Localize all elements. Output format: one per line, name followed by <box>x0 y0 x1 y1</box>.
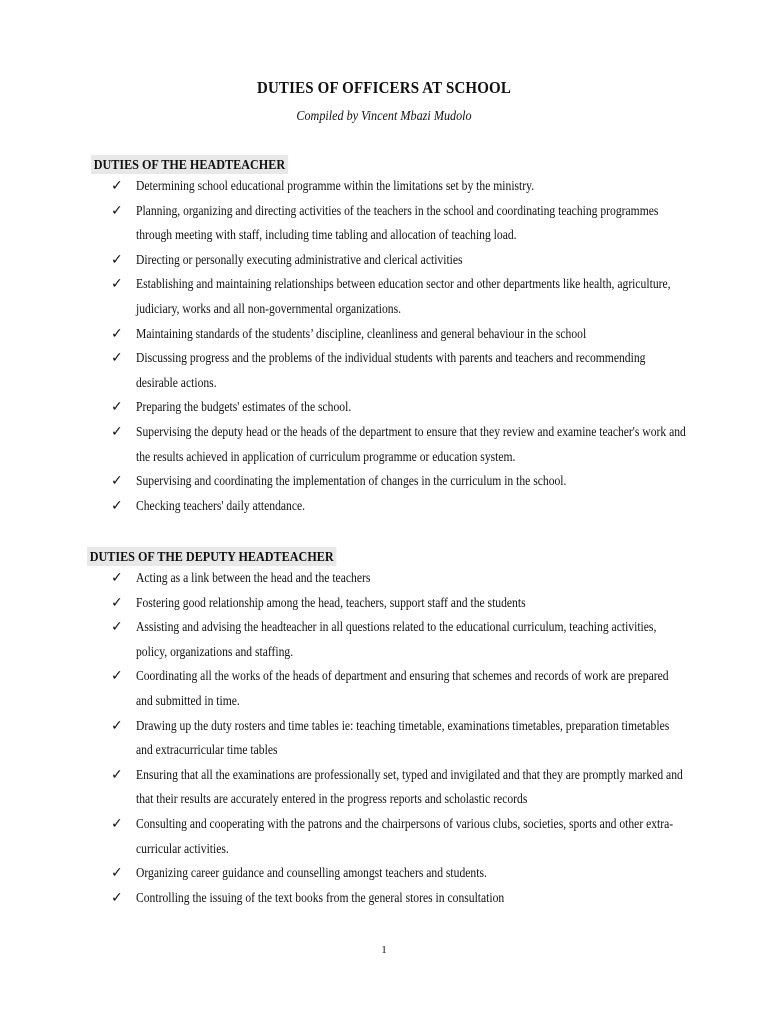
checkmark-icon: ✓ <box>111 865 123 882</box>
list-item-text: Fostering good relationship among the head, teachers, support staff and the students <box>136 594 526 610</box>
checkmark-icon: ✓ <box>111 423 123 440</box>
checkmark-icon: ✓ <box>111 594 123 611</box>
list-item <box>0 763 768 812</box>
list-item <box>0 664 768 713</box>
list-item <box>0 861 768 886</box>
deputy-headteacher-section <box>0 547 768 910</box>
list-item-text: Coordinating all the works of the heads of department and ensuring that schemes and records of work are prepared and submitted in time. <box>136 668 669 708</box>
list-item <box>0 322 768 347</box>
list-item <box>0 346 768 395</box>
list-item-text: Discussing progress and the problems of the individual students with parents and teachers and recommending desirable actions. <box>136 350 646 390</box>
list-item <box>0 469 768 494</box>
checkmark-icon: ✓ <box>111 889 123 906</box>
list-item-text: Controlling the issuing of the text books from the general stores in consultation <box>136 889 505 905</box>
list-item-text: Drawing up the duty rosters and time tables ie: teaching timetable, examinations timetables, preparation timetables and extracurricular time tables <box>136 717 670 758</box>
checkmark-icon: ✓ <box>111 668 123 685</box>
duties-list <box>0 174 768 518</box>
list-item <box>0 174 768 199</box>
checkmark-icon: ✓ <box>111 251 123 268</box>
list-item <box>0 812 768 861</box>
list-item <box>0 494 768 519</box>
duties-list <box>0 566 768 910</box>
headteacher-section <box>0 155 768 518</box>
list-item-text: Directing or personally executing administrative and clerical activities <box>136 251 463 267</box>
checkmark-icon: ✓ <box>111 276 123 293</box>
list-item-text: Organizing career guidance and counselling amongst teachers and students. <box>136 865 487 881</box>
list-item <box>0 714 768 763</box>
list-item <box>0 591 768 616</box>
list-item-text: Determining school educational programme within the limitations set by the ministry. <box>136 178 535 193</box>
list-item <box>0 395 768 420</box>
checkmark-icon: ✓ <box>111 766 123 783</box>
list-item <box>0 886 768 911</box>
list-item-text: Supervising and coordinating the implementation of changes in the curriculum in the school. <box>136 473 567 489</box>
checkmark-icon: ✓ <box>111 717 123 734</box>
checkmark-icon: ✓ <box>111 497 123 514</box>
list-item-text: Consulting and cooperating with the patrons and the chairpersons of various clubs, societies, sports and other extra-curricular activities. <box>136 815 674 856</box>
list-item-text: Preparing the budgets' estimates of the school. <box>136 399 352 415</box>
document-subtitle: Compiled by Vincent Mbazi Mudolo <box>296 108 472 123</box>
list-item <box>0 199 768 248</box>
list-item <box>0 566 768 591</box>
checkmark-icon: ✓ <box>111 325 123 342</box>
checkmark-icon: ✓ <box>111 202 123 219</box>
list-item <box>0 248 768 273</box>
checkmark-icon: ✓ <box>111 350 123 367</box>
list-item <box>0 272 768 321</box>
list-item-text: Assisting and advising the headteacher in all questions related to the educational curriculum, teaching activities, policy, organizations and staffing. <box>136 619 657 659</box>
checkmark-icon: ✓ <box>111 399 123 416</box>
list-item-text: Acting as a link between the head and the teachers <box>136 570 371 585</box>
list-item-text: Supervising the deputy head or the heads of the department to ensure that they review and examine teacher's work and the results achieved in application of curriculum programme or education system. <box>136 423 686 464</box>
page-number: 1 <box>381 944 387 956</box>
list-item <box>0 420 768 469</box>
list-item-text: Maintaining standards of the students’ discipline, cleanliness and general behaviour in the school <box>136 325 587 341</box>
list-item-text: Establishing and maintaining relationships between education sector and other departments like health, agriculture, judiciary, works and all non-governmental organizations. <box>136 276 671 316</box>
section-heading: DUTIES OF THE DEPUTY HEADTEACHER <box>87 547 336 566</box>
checkmark-icon: ✓ <box>111 815 123 832</box>
document-title: DUTIES OF OFFICERS AT SCHOOL <box>256 78 512 97</box>
checkmark-icon: ✓ <box>111 178 123 194</box>
list-item-text: Planning, organizing and directing activities of the teachers in the school and coordinating teaching programmes through meeting with staff, including time tabling and allocation of teaching load. <box>136 202 659 243</box>
list-item-text: Ensuring that all the examinations are professionally set, typed and invigilated and that they are promptly marked and that their results are accurately entered in the progress reports and scholastic records <box>136 766 683 807</box>
list-item <box>0 615 768 664</box>
checkmark-icon: ✓ <box>111 619 123 636</box>
list-item-text: Checking teachers' daily attendance. <box>136 497 306 513</box>
section-heading: DUTIES OF THE HEADTEACHER <box>91 155 288 174</box>
checkmark-icon: ✓ <box>111 570 123 586</box>
checkmark-icon: ✓ <box>111 473 123 490</box>
